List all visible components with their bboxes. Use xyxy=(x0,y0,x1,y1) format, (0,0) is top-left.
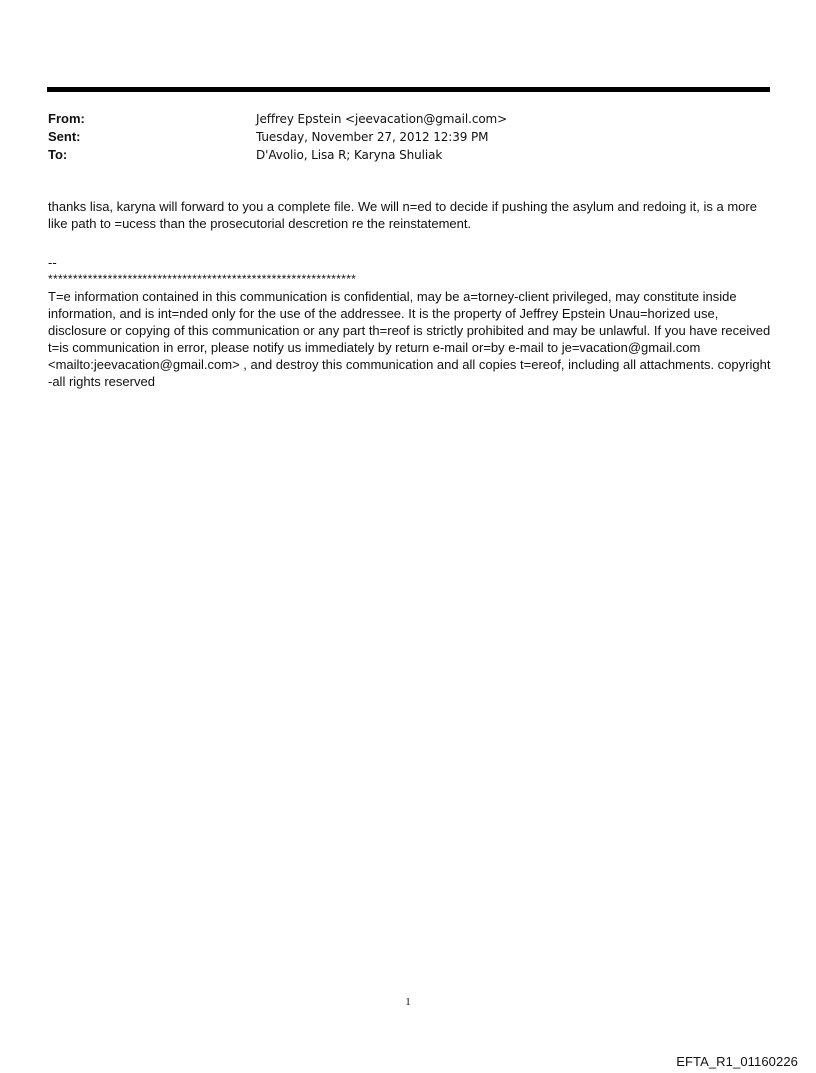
from-label: From: xyxy=(48,111,85,126)
page-number: 1 xyxy=(405,996,411,1008)
header-divider-rule xyxy=(47,87,770,92)
header-row-to xyxy=(48,146,748,164)
header-row-from xyxy=(48,110,748,128)
to-value: D'Avolio, Lisa R; Karyna Shuliak xyxy=(256,148,443,162)
sent-label: Sent: xyxy=(48,129,81,144)
to-label: To: xyxy=(48,147,68,162)
bates-number: EFTA_R1_01160226 xyxy=(676,1054,798,1069)
email-headers xyxy=(48,110,748,164)
header-row-sent xyxy=(48,128,748,146)
sent-value: Tuesday, November 27, 2012 12:39 PM xyxy=(256,130,489,144)
confidentiality-disclaimer: T=e information contained in this communication is confidential, may be a=torney-client privileged, may constitute inside information, and is int=nded only for the use of the addressee. It is the property of Jeffrey Epstein Unau=horized use, disclosure or copying of this communication or any part th=reof is strictly prohibited and may be unlawful. If you have received t=is communication in error, please notify us immediately by return e-mail or=by e-mail to je=vacation@gmail.com <mailto:jeevacation@gmail.com> , and destroy this communication and all copies t=ereof, including all attachments. copyright -all rights reserved xyxy=(48,289,771,389)
from-value: Jeffrey Epstein <jeevacation@gmail.com> xyxy=(256,112,508,126)
email-body: thanks lisa, karyna will forward to you a complete file. We will n=ed to decide if pushing the asylum and redoing it, is a more like path to =ucess than the prosecutorial descretion re the reinstatement. xyxy=(48,199,757,231)
asterisk-divider: ************************************************************** xyxy=(48,272,357,286)
signature-separator: -- xyxy=(48,255,57,270)
email-signature-block xyxy=(48,254,778,390)
